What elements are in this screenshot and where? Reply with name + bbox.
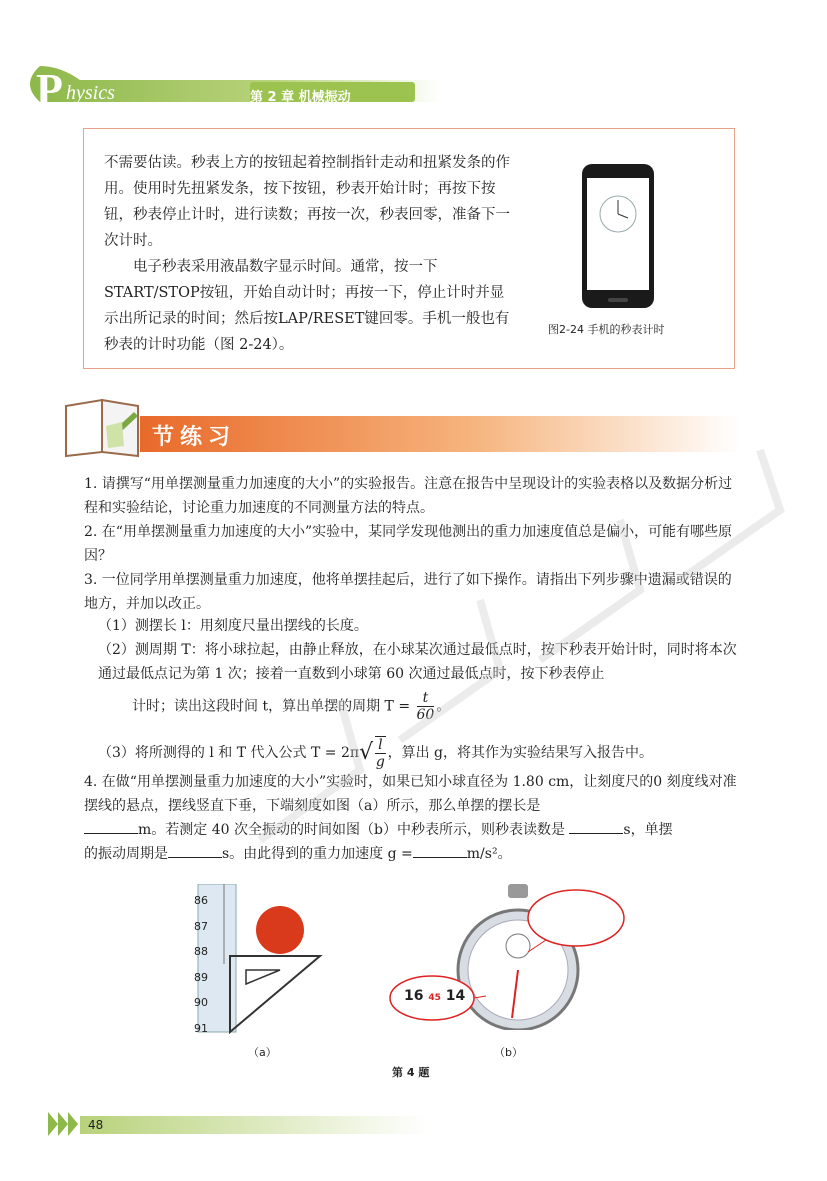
exercise-4: [84, 770, 744, 866]
sqrt-fraction: [375, 736, 385, 770]
exercise-3-step-2-text: 计时；读出这段时间 t，算出单摆的周期 T =: [132, 698, 415, 715]
period-fraction: [417, 690, 435, 723]
sqrt-denominator: g: [375, 754, 385, 770]
answer-blank-reading[interactable]: [569, 820, 623, 834]
ruler-tick: 89: [194, 970, 208, 984]
figure-b-label: （b）: [494, 1046, 523, 1059]
exercise-3: 3. 一位同学用单摆测量重力加速度，他将单摆挂起后，进行了如下操作。请指出下列步骤中遗漏或错误的地方，并加以改正。: [84, 572, 732, 612]
reading-text: [104, 150, 514, 358]
answer-blank-length[interactable]: [84, 820, 138, 834]
ruler-tick: 91: [194, 1021, 208, 1035]
exercise-3-step-1: （1）测摆长 l：用刻度尺量出摆线的长度。: [98, 618, 368, 634]
exercise-4-text-d: 的振动周期是: [84, 846, 168, 862]
footer-band: [48, 1112, 428, 1136]
exercise-4-text-a: 4. 在做“用单摆测量重力加速度的大小”实验时，如果已知小球直径为 1.80 cm，让刻度尺的0 刻度线对准摆线的悬点，摆线竖直下垂，下端刻度如图（a）所示，那么单摆的摆长是: [84, 774, 737, 814]
figure-b-stopwatch: [386, 880, 626, 1030]
section-title: 节练习: [152, 425, 237, 450]
exercise-4-text-f: m/s²。: [466, 846, 512, 862]
figure-caption: 第 4 题: [392, 1066, 430, 1079]
answer-blank-period[interactable]: [168, 844, 222, 858]
exercise-1: 1. 请撰写“用单摆测量重力加速度的大小”的实验报告。注意在报告中呈现设计的实验表格以及数据分析过程和实验结论，讨论重力加速度的不同测量方法的特点。: [84, 476, 733, 516]
stopwatch-mark: 45: [428, 993, 441, 1003]
exercise-4-text-b: m。若测定 40 次全振动的时间如图（b）中秒表所示，则秒表读数是: [138, 822, 565, 838]
reading-paragraph-1: 不需要估读。秒表上方的按钮起着控制指针走动和扭紧发条的作用。使用时先扭紧发条，按下按钮，秒表开始计时；再按下按钮，秒表停止计时，进行读数；再按一次，秒表回零，准备下一次计时。: [104, 155, 510, 249]
exercise-2: 2. 在“用单摆测量重力加速度的大小”实验中，某同学发现他测出的重力加速度值总是偏小，可能有哪些原因？: [84, 524, 733, 564]
formula-suffix: ，算出 g，将其作为实验结果写入报告中。: [387, 745, 653, 761]
formula-prefix: （3）将所测得的 l 和 T 代入公式 T = 2π: [98, 745, 360, 761]
ruler-tick: 88: [194, 945, 208, 958]
exercise-3-step-2: （2）测周期 T：将小球拉起，由静止释放，在小球某次通过最低点时，按下秒表开始计时，同时将本次通过最低点记为第 1 次；接着一直数到小球第 60 次通过最低点时，按下秒表停止: [98, 642, 737, 682]
chapter-title: 第 2 章 机械振动: [250, 90, 351, 105]
logo-initial: P: [36, 65, 63, 114]
stopwatch-second: 14: [445, 988, 466, 1004]
page-number: 48: [88, 1118, 104, 1132]
ruler-tick: 87: [194, 919, 208, 933]
ruler-tick: 86: [194, 894, 208, 907]
figure-a-label: （a）: [248, 1046, 277, 1059]
answer-blank-gravity[interactable]: [413, 844, 467, 858]
sqrt-numerator: l: [375, 737, 385, 754]
exercise-3-step-3: [98, 736, 738, 770]
exercise-3-step-2-end: [132, 690, 732, 723]
phone-caption: 图2-24 手机的秒表计时: [548, 323, 665, 336]
exercise-4-text-e: s。由此得到的重力加速度 g =: [222, 846, 413, 862]
reading-paragraph-2: 电子秒表采用液晶数字显示时间。通常，按一下START/STOP按钮，开始自动计时；再按一下，停止计时并显示出所记录的时间；然后按LAP/RESET键回零。手机一般也有秒表的计时功能（图 2-24）。: [104, 259, 510, 353]
ruler-tick: 90: [194, 996, 208, 1009]
notebook-icon: [62, 396, 144, 458]
logo-text: hysics: [66, 82, 115, 104]
sqrt-sign: √: [359, 740, 374, 765]
fraction-denominator: 60: [416, 707, 435, 723]
exercise-4-text-c: s，单摆: [623, 822, 673, 838]
stopwatch-zoom-reading: [404, 988, 465, 1004]
phone-image: [580, 162, 656, 310]
ruler-tick-labels: [194, 888, 224, 1041]
fraction-numerator: t: [417, 690, 435, 707]
stopwatch-minute: 16: [404, 988, 424, 1004]
fraction-end: 。: [436, 698, 451, 715]
